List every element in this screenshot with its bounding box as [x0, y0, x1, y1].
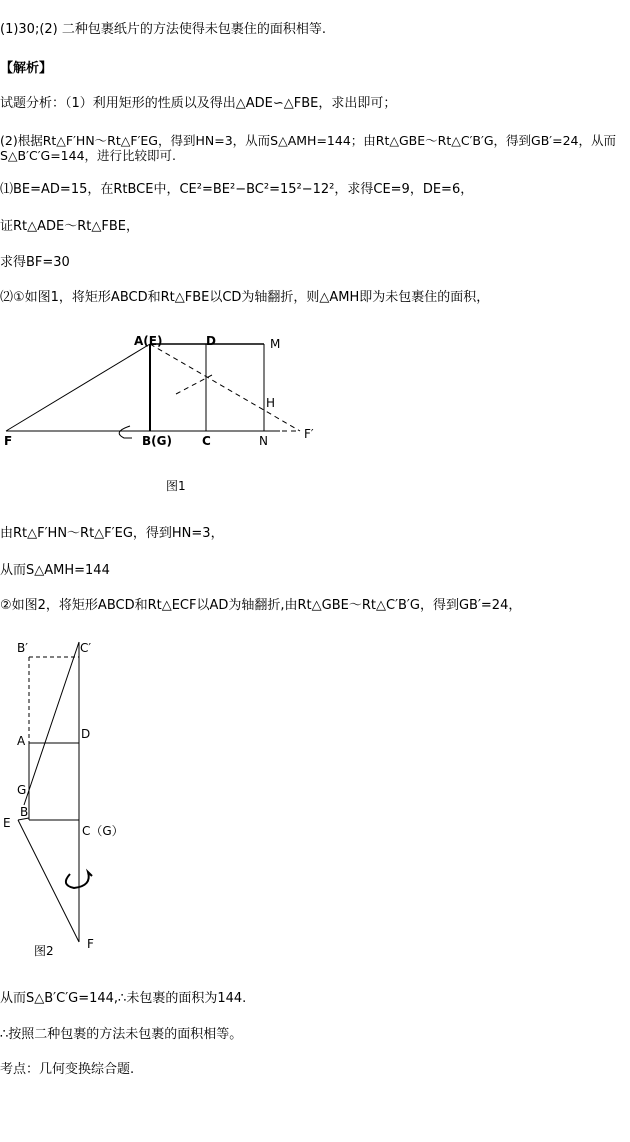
step1-line3: 求得BF=30: [0, 255, 70, 270]
fig2-line-ef: [18, 820, 79, 942]
figure-1: [0, 330, 630, 510]
fig2-label-cp: C′: [80, 641, 92, 655]
fig1-dash-afp: [150, 344, 300, 431]
fig1-label-d: D: [206, 334, 216, 348]
fig2-label-d: D: [81, 727, 91, 741]
step2-intro: ⑵①如图1，将矩形ABCD和Rt△FBE以CD为轴翻折，则△AMH即为未包裹住的面积，: [0, 290, 490, 305]
step2-line1: 由Rt△F′HN～Rt△F′EG，得到HN=3，: [0, 526, 224, 541]
fig1-label-n: N: [259, 434, 268, 448]
fig1-caption: 图1: [166, 479, 186, 493]
fig1-label-m: M: [270, 337, 281, 351]
fig1-label-h: H: [266, 396, 276, 410]
fig2-label-cg: C（G）: [82, 824, 124, 838]
conclusion-line2: ∴按照二种包裹的方法未包裹的面积相等。: [0, 1027, 243, 1042]
kaodian-line: 考点：几何变换综合题.: [0, 1062, 135, 1077]
fig1-label-c: C: [202, 434, 211, 448]
step1-line2: 证Rt△ADE～Rt△FBE，: [0, 219, 139, 234]
fig1-label-fp: F′: [304, 427, 314, 441]
fig2-caption: 图2: [34, 944, 54, 958]
fig2-label-bp: B′: [17, 641, 28, 655]
fig2-label-b: B: [20, 805, 29, 819]
fig1-label-f: F: [4, 434, 13, 448]
fig2-label-e: E: [3, 816, 11, 830]
fig1-label-a: A(E): [134, 334, 163, 348]
analysis-intro: 试题分析：（1）利用矩形的性质以及得出△ADE∽△FBE，求出即可；: [0, 96, 397, 111]
answer-line: (1)30;(2) 二种包裹纸片的方法使得未包裹住的面积相等.: [0, 22, 327, 37]
figure-2: [0, 630, 630, 970]
step2-line2: 从而S△AMH=144: [0, 563, 110, 578]
analysis-heading: 【解析】: [0, 61, 53, 76]
fig1-fold-arrow-icon: [119, 426, 132, 438]
analysis-part2-line1: (2)根据Rt△F′HN～Rt△F′EG，得到HN=3，从而S△AMH=144；由Rt△GBE～Rt△C′B′G，得到GB′=24，从而: [0, 133, 616, 148]
fig1-dash-inner: [176, 375, 212, 394]
conclusion-line1: 从而S△B′C′G=144,∴未包裹的面积为144.: [0, 991, 247, 1006]
fig1-label-b: B(G): [142, 434, 172, 448]
step2-line3: ②如图2，将矩形ABCD和Rt△ECF以AD为轴翻折,由Rt△GBE～Rt△C′B′G，得到GB′=24，: [0, 598, 522, 613]
step1-line1: ⑴BE=AD=15，在RtBCE中，CE²=BE²−BC²=15²−12²，求得CE=9，DE=6，: [0, 182, 474, 197]
fig2-label-f: F: [87, 937, 94, 951]
analysis-part2-line2: S△B′C′G=144，进行比较即可.: [0, 148, 177, 163]
fig2-label-g: G: [17, 783, 27, 797]
fig2-line-gc: [24, 642, 79, 805]
fig2-label-a: A: [17, 734, 26, 748]
fig1-line-af: [6, 344, 150, 431]
